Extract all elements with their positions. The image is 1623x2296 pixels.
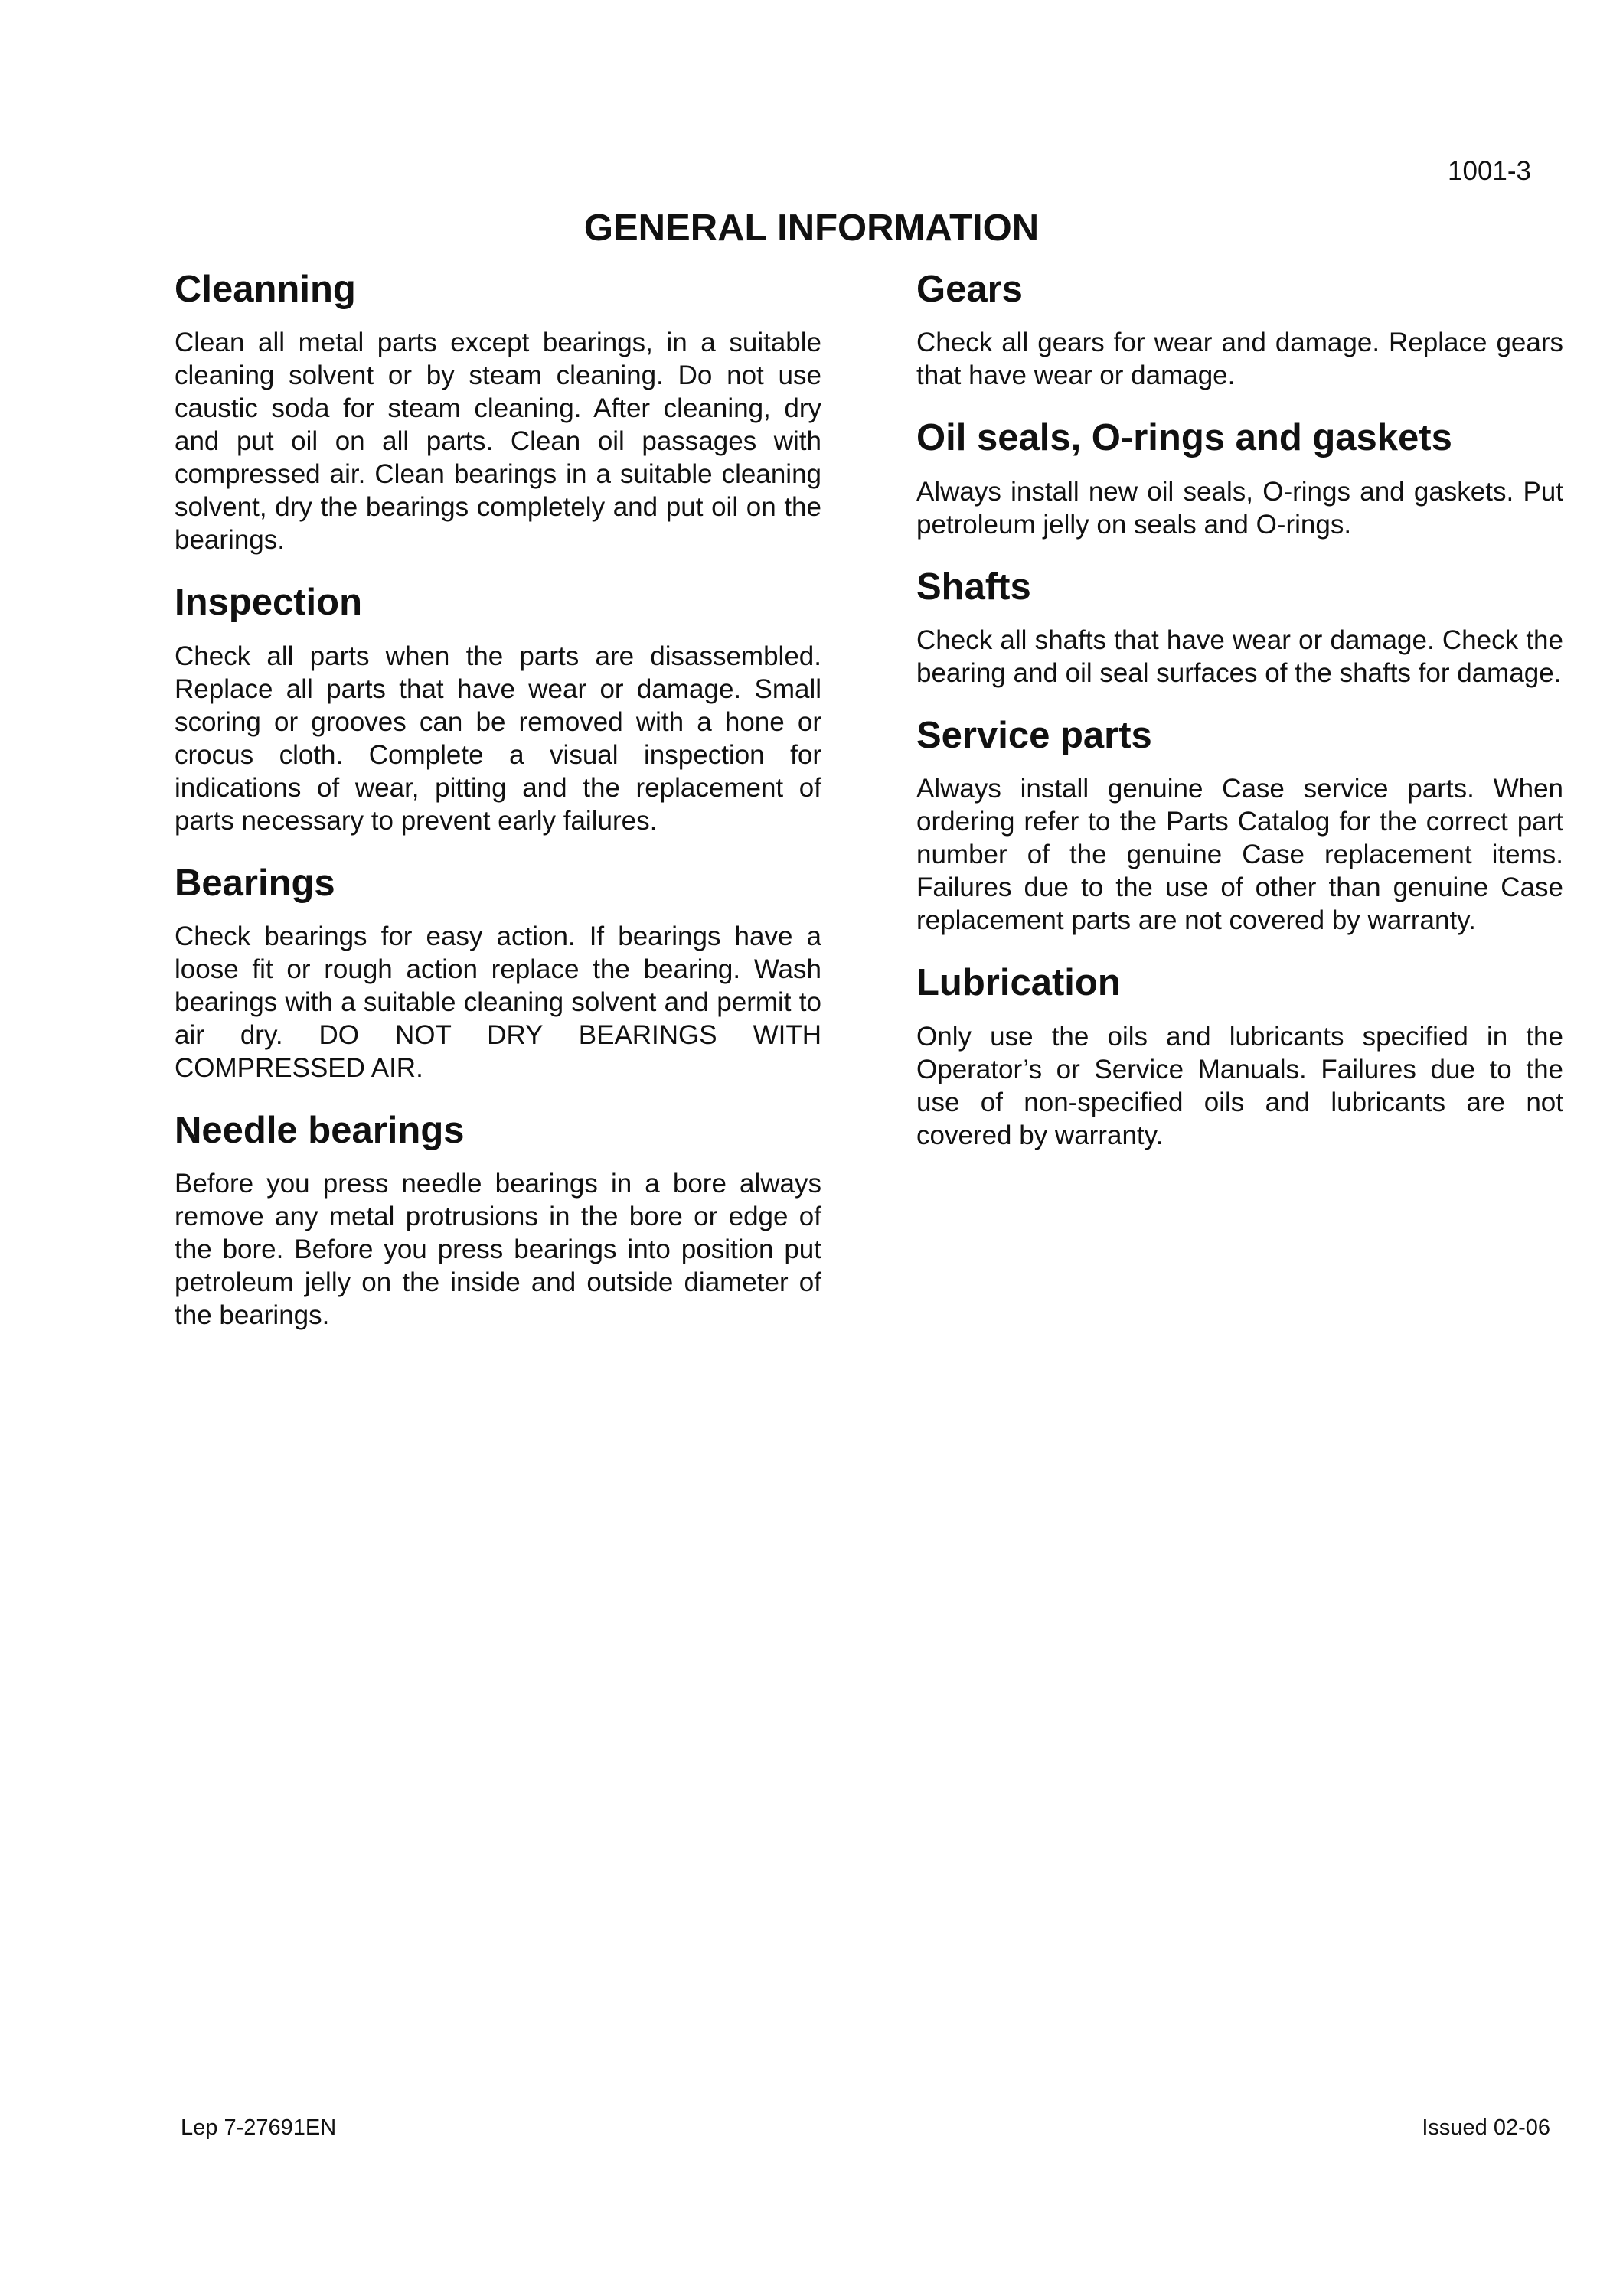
section-body: Always install genuine Case service parts. When ordering refer to the Parts Catalog for the correct part number of the genuine Case replacement items. Failures due to the use of other than genuine Case replacement parts are not covered by warranty. (916, 774, 1563, 936)
section-lubrication (916, 961, 1563, 1151)
section-heading: Inspection (175, 582, 363, 624)
section-heading: Needle bearings (175, 1110, 465, 1152)
page-title: GENERAL INFORMATION (583, 207, 1040, 249)
section-body: Before you press needle bearings in a bore always remove any metal protrusions in the bore or edge of the bore. Before you press bearings into position put petroleum jelly on the inside and outside diameter of the bearings. (175, 1169, 821, 1331)
right-column (916, 268, 1563, 1176)
section-heading: Shafts (916, 566, 1031, 608)
section-body: Clean all metal parts except bearings, in a suitable cleaning solvent or by steam cleaning. Do not use caustic soda for steam cleaning. After cleaning, dry and put oil on all parts. Clean oil passages with compressed air. Clean bearings in a suitable cleaning solvent, dry the bearings completely and put oil on the bearings. (175, 328, 821, 556)
section-shafts (916, 566, 1563, 690)
footer-issue-date: Issued 02-06 (1422, 2115, 1550, 2140)
section-heading: Oil seals, O-rings and gaskets (916, 417, 1452, 459)
section-heading: Gears (916, 269, 1023, 310)
page-number: 1001-3 (1448, 156, 1531, 186)
section-inspection (175, 581, 821, 837)
section-gears (916, 268, 1563, 392)
section-body: Check all gears for wear and damage. Replace gears that have wear or damage. (916, 328, 1563, 391)
section-oil-seals (916, 416, 1563, 540)
section-heading: Service parts (916, 715, 1152, 757)
section-cleaning (175, 268, 821, 556)
section-body: Check all parts when the parts are disassembled. Replace all parts that have wear or damage. Small scoring or grooves can be removed with a hone or crocus cloth. Complete a visual inspection for indications of wear, pitting and the replacement of parts necessary to prevent early failures. (175, 641, 821, 836)
section-body: Check bearings for easy action. If bearings have a loose fit or rough action replace the bearing. Wash bearings with a suitable cleaning solvent and permit to air dry. DO NOT DRY BEARINGS WITH COMPRESSED AIR. (175, 921, 821, 1084)
footer-document-code: Lep 7-27691EN (181, 2115, 337, 2140)
section-bearings (175, 862, 821, 1084)
section-body: Only use the oils and lubricants specified in the Operator’s or Service Manuals. Failures due to the use of non-specified oils and lubricants are not covered by warranty. (916, 1021, 1563, 1150)
section-body: Check all shafts that have wear or damage. Check the bearing and oil seal surfaces of the shafts for damage. (916, 625, 1563, 689)
section-heading: Cleanning (175, 269, 356, 310)
section-heading: Lubrication (916, 962, 1121, 1004)
left-column (175, 268, 821, 1356)
section-body: Always install new oil seals, O-rings and gaskets. Put petroleum jelly on seals and O-rings. (916, 476, 1563, 540)
section-heading: Bearings (175, 862, 335, 904)
section-service-parts (916, 714, 1563, 937)
section-needle-bearings (175, 1109, 821, 1332)
